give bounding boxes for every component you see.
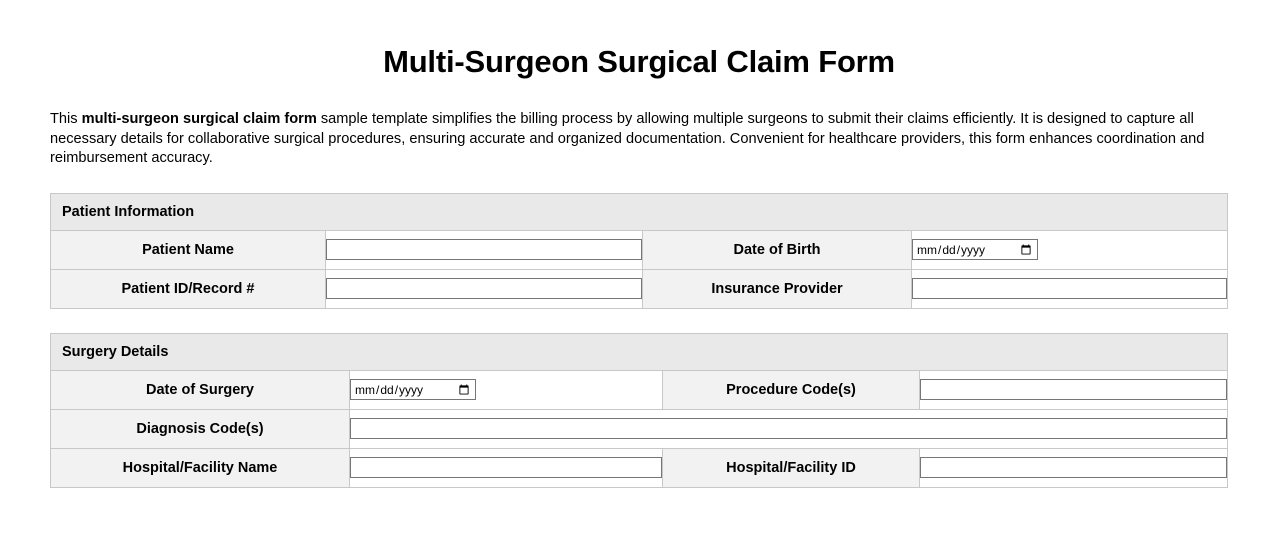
label-hospital-facility-name: Hospital/Facility Name (51, 448, 350, 487)
field-patient-id-cell (326, 269, 643, 308)
label-patient-name: Patient Name (51, 230, 326, 269)
field-diagnosis-codes-cell (350, 409, 1228, 448)
field-date-of-surgery-cell (350, 370, 663, 409)
field-date-of-birth-cell (912, 230, 1228, 269)
section-heading-patient-information: Patient Information (50, 193, 1228, 230)
label-hospital-facility-id: Hospital/Facility ID (663, 448, 920, 487)
table-row (51, 230, 1228, 269)
diagnosis-codes-input[interactable] (350, 418, 1227, 439)
label-procedure-codes: Procedure Code(s) (663, 370, 920, 409)
patient-id-input[interactable] (326, 278, 642, 299)
document-page (0, 44, 1278, 488)
date-of-surgery-input[interactable] (350, 379, 476, 400)
intro-paragraph (50, 110, 1228, 169)
insurance-provider-input[interactable] (912, 278, 1227, 299)
procedure-codes-input[interactable] (920, 379, 1227, 400)
date-of-birth-input[interactable] (912, 239, 1038, 260)
label-patient-id: Patient ID/Record # (51, 269, 326, 308)
table-row (51, 370, 1228, 409)
patient-information-table (50, 230, 1228, 309)
label-date-of-birth: Date of Birth (643, 230, 912, 269)
field-patient-name-cell (326, 230, 643, 269)
intro-emphasis: multi-surgeon surgical claim form (81, 111, 317, 127)
label-diagnosis-codes: Diagnosis Code(s) (51, 409, 350, 448)
hospital-facility-id-input[interactable] (920, 457, 1227, 478)
intro-rest: sample template simplifies the billing process by allowing multiple surgeons to submit their claims efficiently. It is designed to capture all necessary details for collaborative surgical procedures, ensuring accurate and organized documentation. Convenient for healthcare providers, this form enhances coordination and reimbursement accuracy. (50, 111, 1205, 166)
label-insurance-provider: Insurance Provider (643, 269, 912, 308)
page-title: Multi-Surgeon Surgical Claim Form (383, 44, 895, 79)
table-row (51, 269, 1228, 308)
intro-lead: This (50, 111, 82, 127)
table-row (51, 409, 1228, 448)
field-hospital-facility-name-cell (350, 448, 663, 487)
patient-name-input[interactable] (326, 239, 642, 260)
section-patient-information (50, 193, 1228, 309)
field-procedure-codes-cell (920, 370, 1228, 409)
label-date-of-surgery: Date of Surgery (51, 370, 350, 409)
field-hospital-facility-id-cell (920, 448, 1228, 487)
table-row (51, 448, 1228, 487)
surgery-details-table (50, 370, 1228, 488)
hospital-facility-name-input[interactable] (350, 457, 662, 478)
section-surgery-details (50, 333, 1228, 488)
section-heading-surgery-details: Surgery Details (50, 333, 1228, 370)
field-insurance-provider-cell (912, 269, 1228, 308)
